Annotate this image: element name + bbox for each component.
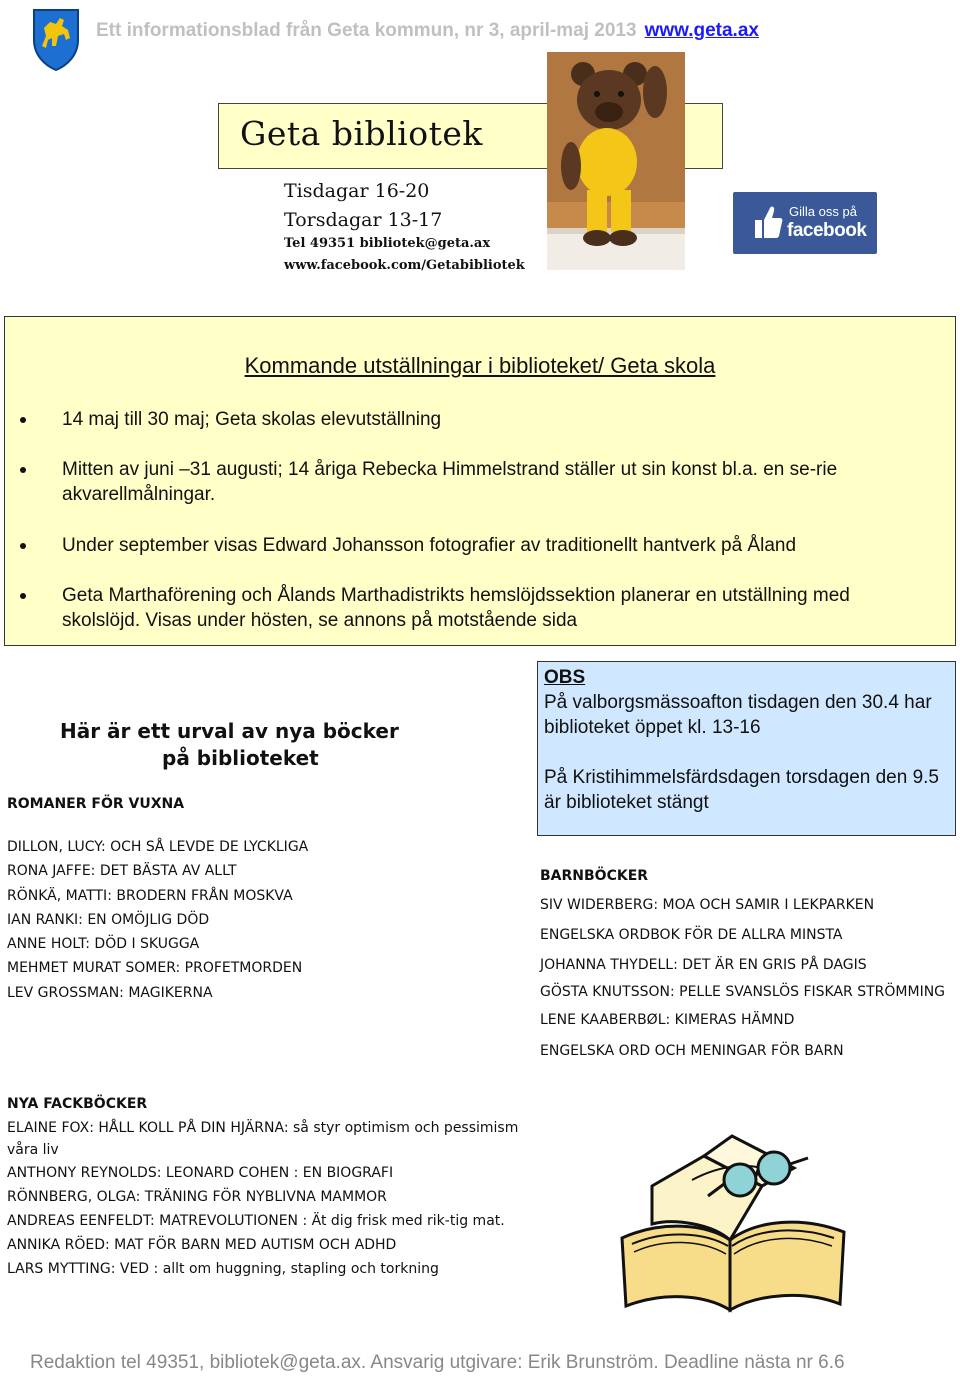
list-item: MEHMET MURAT SOMER: PROFETMORDEN — [7, 960, 303, 977]
list-item: GÖSTA KNUTSSON: PELLE SVANSLÖS FISKAR STRÖMMING — [540, 984, 946, 1000]
thumbs-up-icon — [753, 202, 783, 242]
list-item: LEV GROSSMAN: MAGIKERNA — [7, 984, 213, 1001]
bullet-icon — [20, 593, 26, 599]
childrens-books-list — [540, 894, 950, 1062]
bullet-icon — [20, 543, 26, 549]
new-books-heading-line-1: Här är ett urval av nya böcker — [60, 719, 399, 743]
list-item: JOHANNA THYDELL: DET ÄR EN GRIS PÅ DAGIS — [540, 957, 867, 973]
library-contact: Tel 49351 bibliotek@geta.ax — [284, 236, 491, 251]
adult-novels-list — [7, 835, 507, 1005]
list-item: ANNE HOLT: DÖD I SKUGGA — [7, 936, 200, 953]
list-item: RÖNNBERG, OLGA: TRÄNING FÖR NYBLIVNA MAMMOR — [7, 1189, 387, 1205]
list-item: ANTHONY REYNOLDS: LEONARD COHEN : EN BIOGRAFI — [7, 1165, 394, 1181]
list-item: DILLON, LUCY: OCH SÅ LEVDE DE LYCKLIGA — [7, 839, 309, 855]
exhibition-item: 14 maj till 30 maj; Geta skolas elevutställning — [62, 409, 442, 430]
opening-hours-tuesday: Tisdagar 16-20 — [284, 180, 430, 202]
list-item: RONA JAFFE: DET BÄSTA AV ALLT — [7, 863, 237, 880]
new-books-heading — [60, 718, 460, 772]
bullet-icon — [20, 417, 26, 423]
list-item: ANDREAS EENFELDT: MATREVOLUTIONEN : Ät dig frisk med rik-tig mat. — [7, 1213, 505, 1229]
exhibition-item: Mitten av juni –31 augusti; 14 åriga Rebecka Himmelstrand ställer ut sin konst bl.a. en se-rie akvarellmålningar. — [62, 459, 838, 505]
footer-credits: Redaktion tel 49351, bibliotek@geta.ax. Ansvarig utgivare: Erik Brunström. Deadline nästa nr 6.6 — [30, 1352, 845, 1373]
newsletter-header — [96, 20, 759, 42]
facebook-like-badge[interactable] — [733, 192, 877, 254]
facebook-like-caption: Gilla oss på — [789, 204, 857, 219]
list-item: ENGELSKA ORDBOK FÖR DE ALLRA MINSTA — [540, 927, 843, 943]
notice-walpurgis: På valborgsmässoafton tisdagen den 30.4 har biblioteket öppet kl. 13-16 — [544, 692, 932, 738]
open-book-with-glasses-icon — [612, 1128, 852, 1318]
nonfiction-list — [7, 1117, 519, 1280]
new-books-heading-line-2: på biblioteket — [162, 746, 319, 770]
list-item: LENE KAABERBØL: KIMERAS HÄMND — [540, 1012, 795, 1028]
section-label-childrens-books: BARNBÖCKER — [540, 868, 649, 884]
teddy-bear-image — [547, 52, 685, 270]
notice-title: OBS — [544, 667, 586, 688]
exhibition-item: Geta Marthaförening och Ålands Marthadistrikts hemslöjdssektion planerar en utställning med skolslöjd. Visas under hösten, se annons på motstående sida — [62, 585, 850, 631]
list-item: LARS MYTTING: VED : allt om huggning, stapling och torkning — [7, 1261, 439, 1277]
opening-hours-thursday: Torsdagar 13-17 — [284, 209, 443, 231]
list-item: ELAINE FOX: HÅLL KOLL PÅ DIN HJÄRNA: så styr optimism och pessimism våra liv — [7, 1120, 519, 1158]
facebook-wordmark: facebook — [787, 220, 867, 241]
exhibition-item: Under september visas Edward Johansson fotografier av traditionellt hantverk på Åland — [62, 535, 797, 556]
list-item: ENGELSKA ORD OCH MENINGAR FÖR BARN — [540, 1043, 844, 1059]
website-link[interactable]: www.geta.ax — [644, 20, 759, 41]
newsletter-issue-line: Ett informationsblad från Geta kommun, nr 3, april-maj 2013 — [96, 20, 637, 41]
section-label-adult-novels: ROMANER FÖR VUXNA — [7, 796, 185, 812]
page-title: Geta bibliotek — [240, 114, 483, 153]
list-item: IAN RANKI: EN OMÖJLIG DÖD — [7, 911, 210, 928]
notice-ascension: På Kristihimmelsfärdsdagen torsdagen den 9.5 är biblioteket stängt — [544, 767, 940, 813]
facebook-page-link[interactable]: www.facebook.com/Getabibliotek — [284, 258, 525, 273]
section-label-nonfiction: NYA FACKBÖCKER — [7, 1096, 148, 1112]
bullet-icon — [20, 467, 26, 473]
geta-coat-of-arms-icon — [30, 6, 82, 72]
list-item: ANNIKA RÖED: MAT FÖR BARN MED AUTISM OCH ADHD — [7, 1237, 397, 1253]
list-item: SIV WIDERBERG: MOA OCH SAMIR I LEKPARKEN — [540, 897, 875, 913]
exhibitions-title: Kommande utställningar i biblioteket/ Geta skola — [244, 353, 716, 378]
list-item: RÖNKÄ, MATTI: BRODERN FRÅN MOSKVA — [7, 887, 293, 904]
